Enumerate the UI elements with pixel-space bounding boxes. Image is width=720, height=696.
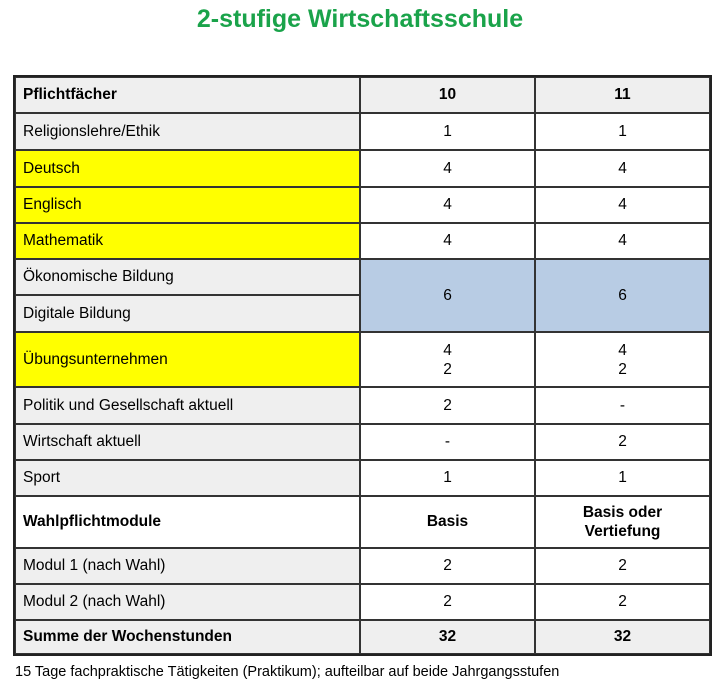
- table-row: [15, 187, 710, 223]
- table-row: [15, 332, 710, 387]
- cell-11-merged: 6: [535, 259, 710, 332]
- cell-11: 1: [535, 460, 710, 496]
- row-label: Summe der Wochenstunden: [15, 620, 360, 654]
- row-label: Modul 1 (nach Wahl): [15, 548, 360, 584]
- footnote: 15 Tage fachpraktische Tätigkeiten (Praktikum); aufteilbar auf beide Jahrgangsstufen: [15, 664, 560, 680]
- cell-11: 2: [535, 424, 710, 460]
- cell-10: 4: [360, 150, 535, 187]
- table-row: [15, 223, 710, 259]
- table-row: [15, 460, 710, 496]
- cell-11: [535, 332, 710, 387]
- cell-11: 2: [535, 548, 710, 584]
- cell-11-line1: Basis oder: [582, 504, 663, 521]
- row-label: Religionslehre/Ethik: [15, 113, 360, 150]
- row-label: Deutsch: [15, 150, 360, 187]
- cell-11: 4: [535, 187, 710, 223]
- cell-10-line2: 2: [443, 360, 452, 378]
- cell-10: Basis: [360, 496, 535, 548]
- table-row: [15, 150, 710, 187]
- row-label: Wahlpflichtmodule: [15, 496, 360, 548]
- cell-11: 4: [535, 150, 710, 187]
- table-row: [15, 496, 710, 548]
- header-grade-10: 10: [360, 77, 535, 113]
- cell-11: 4: [535, 223, 710, 259]
- cell-11: -: [535, 387, 710, 424]
- row-label: Übungsunternehmen: [15, 332, 360, 387]
- row-label: Wirtschaft aktuell: [15, 424, 360, 460]
- cell-10: 2: [360, 387, 535, 424]
- timetable: [13, 75, 712, 656]
- row-label: Modul 2 (nach Wahl): [15, 584, 360, 620]
- table-row: [15, 424, 710, 460]
- table-row: [15, 584, 710, 620]
- cell-11-line2: Vertiefung: [584, 523, 661, 540]
- cell-10: 1: [360, 113, 535, 150]
- cell-10: 4: [360, 223, 535, 259]
- cell-10: [360, 332, 535, 387]
- cell-10: 1: [360, 460, 535, 496]
- cell-10: -: [360, 424, 535, 460]
- cell-11: [535, 496, 710, 548]
- row-label: Digitale Bildung: [15, 295, 360, 332]
- row-label: Sport: [15, 460, 360, 496]
- cell-10-merged: 6: [360, 259, 535, 332]
- header-grade-11: 11: [535, 77, 710, 113]
- cell-10-line1: 4: [443, 341, 452, 359]
- cell-10: 4: [360, 187, 535, 223]
- table-header-row: [15, 77, 710, 113]
- cell-10: 32: [360, 620, 535, 654]
- table-row: [15, 259, 710, 295]
- table-row: [15, 113, 710, 150]
- cell-11: 2: [535, 584, 710, 620]
- table-row-total: [15, 620, 710, 654]
- cell-11-line2: 2: [618, 360, 627, 378]
- table-row: [15, 548, 710, 584]
- row-label: Politik und Gesellschaft aktuell: [15, 387, 360, 424]
- cell-10: 2: [360, 548, 535, 584]
- cell-11: 32: [535, 620, 710, 654]
- cell-10: 2: [360, 584, 535, 620]
- cell-11-line1: 4: [618, 341, 627, 359]
- cell-11: 1: [535, 113, 710, 150]
- header-subject: Pflichtfächer: [15, 77, 360, 113]
- row-label: Mathematik: [15, 223, 360, 259]
- page-title: 2-stufige Wirtschaftsschule: [196, 5, 524, 33]
- row-label: Ökonomische Bildung: [15, 259, 360, 295]
- table-row: [15, 387, 710, 424]
- row-label: Englisch: [15, 187, 360, 223]
